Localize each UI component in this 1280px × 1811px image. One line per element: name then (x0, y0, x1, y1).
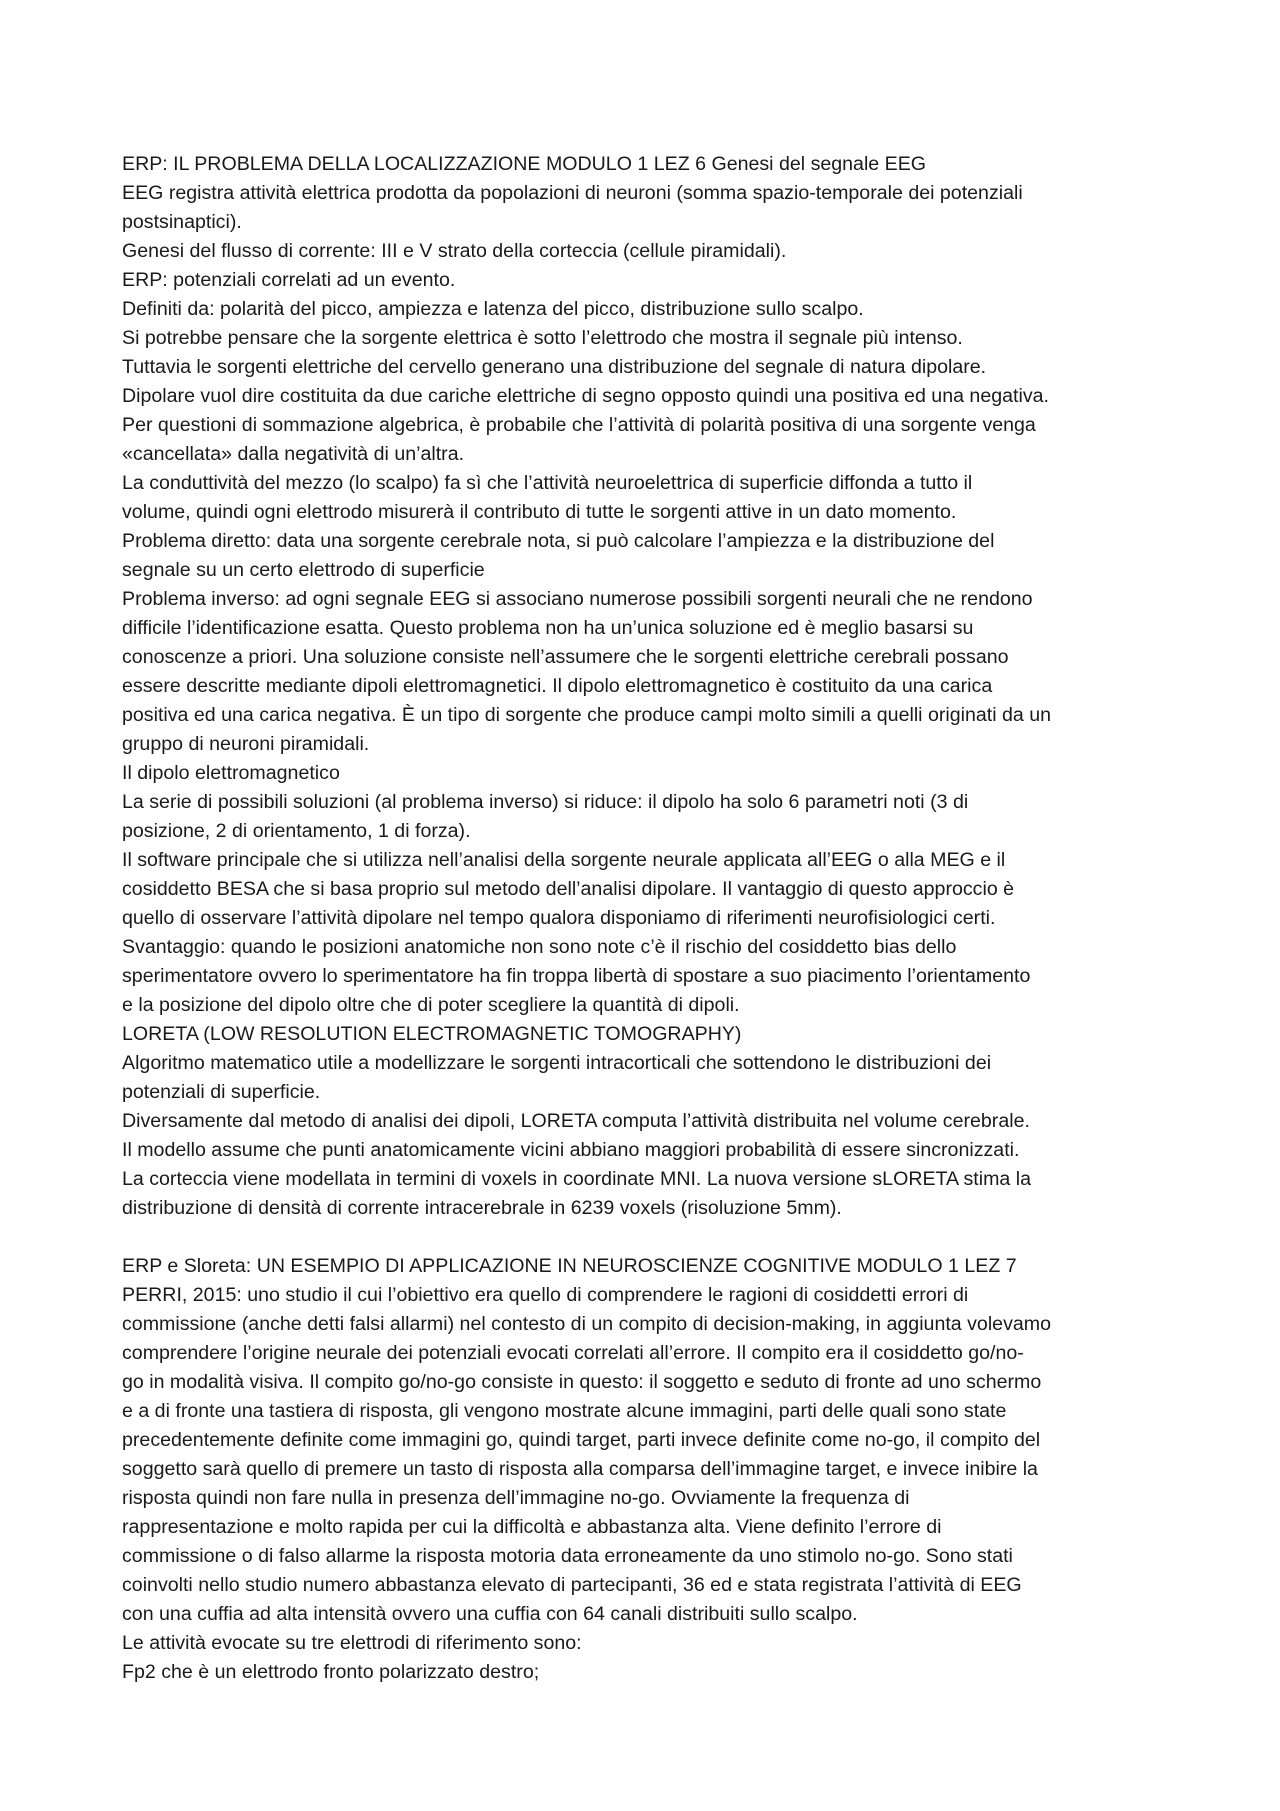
text-line: precedentemente definite come immagini go, quindi target, parti invece definite come no-go, il compito del (122, 1429, 1041, 1451)
text-line: essere descritte mediante dipoli elettromagnetici. Il dipolo elettromagnetico è costituito da una carica (122, 675, 993, 697)
text-line: LORETA (LOW RESOLUTION ELECTROMAGNETIC TOMOGRAPHY) (122, 1023, 742, 1045)
text-line: ERP: IL PROBLEMA DELLA LOCALIZZAZIONE MODULO 1 LEZ 6 Genesi del segnale EEG (122, 153, 927, 175)
text-line: coinvolti nello studio numero abbastanza elevato di partecipanti, 36 ed e stata registrata l’attività di EEG (122, 1574, 1022, 1596)
text-line: volume, quindi ogni elettrodo misurerà il contributo di tutte le sorgenti attive in un dato momento. (122, 501, 957, 523)
section-erp-localization (122, 150, 1172, 1223)
text-line: PERRI, 2015: uno studio il cui l’obiettivo era quello di comprendere le ragioni di cosiddetti errori di (122, 1284, 969, 1306)
text-line: quello di osservare l’attività dipolare nel tempo qualora disponiamo di riferimenti neurofisiologici certi. (122, 907, 996, 929)
text-line: risposta quindi non fare nulla in presenza dell’immagine no-go. Ovviamente la frequenza di (122, 1487, 910, 1509)
text-line: Il software principale che si utilizza nell’analisi della sorgente neurale applicata all’EEG o alla MEG e il (122, 849, 1006, 871)
text-line: Si potrebbe pensare che la sorgente elettrica è sotto l’elettrodo che mostra il segnale più intenso. (122, 327, 963, 349)
text-line: ERP e Sloreta: UN ESEMPIO DI APPLICAZIONE IN NEUROSCIENZE COGNITIVE MODULO 1 LEZ 7 (122, 1255, 1017, 1277)
text-line: go in modalità visiva. Il compito go/no-go consiste in questo: il soggetto e seduto di fronte ad uno schermo (122, 1371, 1042, 1393)
text-line: e a di fronte una tastiera di risposta, gli vengono mostrate alcune immagini, parti delle quali sono state (122, 1400, 1007, 1422)
text-line: comprendere l’origine neurale dei potenziali evocati correlati all’errore. Il compito era il cosiddetto go/no- (122, 1342, 1024, 1364)
text-line: segnale su un certo elettrodo di superficie (122, 559, 485, 581)
text-line: Dipolare vuol dire costituita da due cariche elettriche di segno opposto quindi una positiva ed una negativa. (122, 385, 1049, 407)
text-line: EEG registra attività elettrica prodotta da popolazioni di neuroni (somma spazio-temporale dei potenziali (122, 182, 1023, 204)
text-line: gruppo di neuroni piramidali. (122, 733, 370, 755)
text-line: Definiti da: polarità del picco, ampiezza e latenza del picco, distribuzione sullo scalpo. (122, 298, 864, 320)
text-line: Problema inverso: ad ogni segnale EEG si associano numerose possibili sorgenti neurali che ne rendono (122, 588, 1033, 610)
text-line: Problema diretto: data una sorgente cerebrale nota, si può calcolare l’ampiezza e la distribuzione del (122, 530, 995, 552)
text-line: difficile l’identificazione esatta. Questo problema non ha un’unica soluzione ed è meglio basarsi su (122, 617, 974, 639)
text-line: Il modello assume che punti anatomicamente vicini abbiano maggiori probabilità di essere sincronizzati. (122, 1139, 1020, 1161)
text-line: Fp2 che è un elettrodo fronto polarizzato destro; (122, 1661, 540, 1683)
text-line: Per questioni di sommazione algebrica, è probabile che l’attività di polarità positiva di una sorgente venga (122, 414, 1036, 436)
text-line: La serie di possibili soluzioni (al problema inverso) si riduce: il dipolo ha solo 6 parametri noti (3 di (122, 791, 969, 813)
text-line: potenziali di superficie. (122, 1081, 321, 1103)
document-page (122, 150, 1172, 1687)
section-erp-sloreta-example (122, 1252, 1172, 1687)
text-line: e la posizione del dipolo oltre che di poter scegliere la quantità di dipoli. (122, 994, 740, 1016)
text-line: postsinaptici). (122, 211, 242, 233)
text-line: La conduttività del mezzo (lo scalpo) fa sì che l’attività neuroelettrica di superficie diffonda a tutto il (122, 472, 973, 494)
text-line: «cancellata» dalla negatività di un’altra. (122, 443, 465, 465)
text-line: con una cuffia ad alta intensità ovvero una cuffia con 64 canali distribuiti sullo scalpo. (122, 1603, 858, 1625)
text-line: soggetto sarà quello di premere un tasto di risposta alla comparsa dell’immagine target, e invece inibire la (122, 1458, 1038, 1480)
text-line: positiva ed una carica negativa. È un tipo di sorgente che produce campi molto simili a quelli originati da un (122, 704, 1052, 726)
text-line: ERP: potenziali correlati ad un evento. (122, 269, 456, 291)
text-line: rappresentazione e molto rapida per cui la difficoltà e abbastanza alta. Viene definito l’errore di (122, 1516, 942, 1538)
text-line: Il dipolo elettromagnetico (122, 762, 340, 784)
text-line: distribuzione di densità di corrente intracerebrale in 6239 voxels (risoluzione 5mm). (122, 1197, 842, 1219)
text-line: posizione, 2 di orientamento, 1 di forza). (122, 820, 471, 842)
text-line: Le attività evocate su tre elettrodi di riferimento sono: (122, 1632, 582, 1654)
text-line: Tuttavia le sorgenti elettriche del cervello generano una distribuzione del segnale di natura dipolare. (122, 356, 987, 378)
text-line: sperimentatore ovvero lo sperimentatore ha fin troppa libertà di spostare a suo piacimento l’orientamento (122, 965, 1031, 987)
text-line: cosiddetto BESA che si basa proprio sul metodo dell’analisi dipolare. Il vantaggio di questo approccio è (122, 878, 1015, 900)
text-line: commissione o di falso allarme la risposta motoria data erroneamente da uno stimolo no-go. Sono stati (122, 1545, 1013, 1567)
text-line: conoscenze a priori. Una soluzione consiste nell’assumere che le sorgenti elettriche cerebrali possano (122, 646, 1009, 668)
text-line: commissione (anche detti falsi allarmi) nel contesto di un compito di decision-making, in aggiunta volevamo (122, 1313, 1051, 1335)
text-line: La corteccia viene modellata in termini di voxels in coordinate MNI. La nuova versione sLORETA stima la (122, 1168, 1031, 1190)
text-line: Diversamente dal metodo di analisi dei dipoli, LORETA computa l’attività distribuita nel volume cerebrale. (122, 1110, 1030, 1132)
text-line: Svantaggio: quando le posizioni anatomiche non sono note c’è il rischio del cosiddetto bias dello (122, 936, 957, 958)
text-line: Algoritmo matematico utile a modellizzare le sorgenti intracorticali che sottendono le distribuzioni dei (122, 1052, 992, 1074)
text-line: Genesi del flusso di corrente: III e V strato della corteccia (cellule piramidali). (122, 240, 787, 262)
